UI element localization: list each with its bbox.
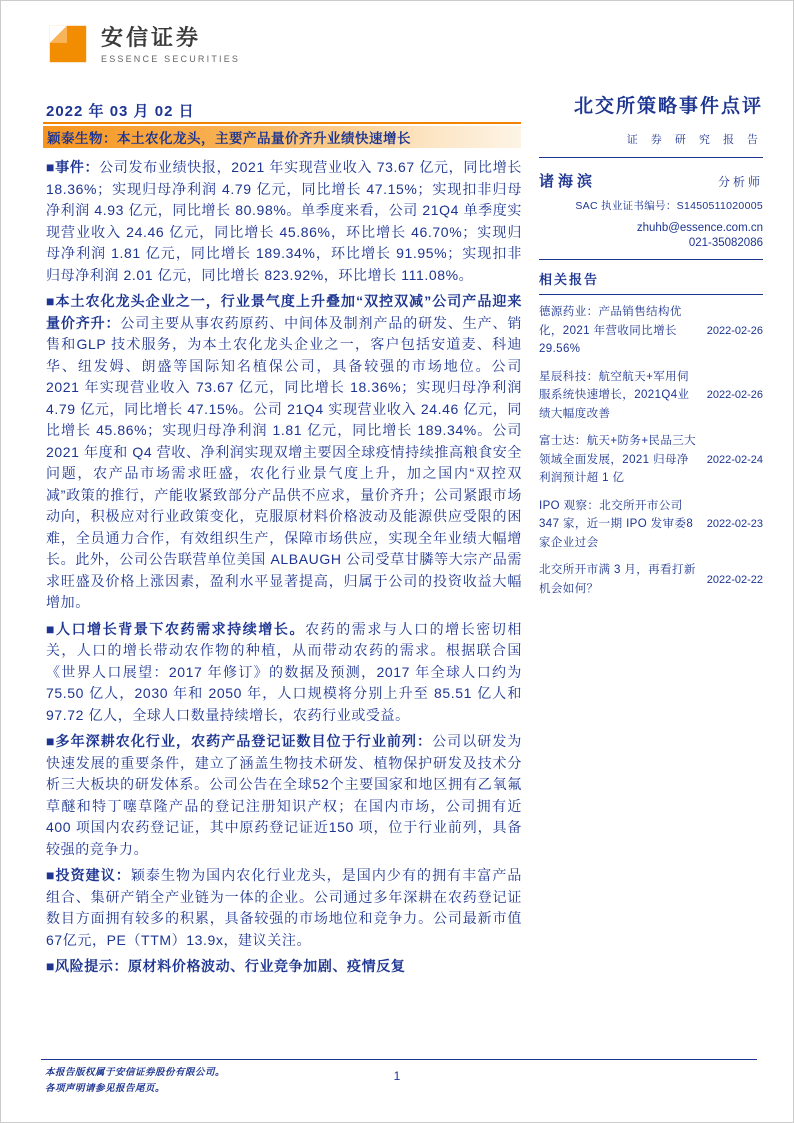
- paragraph-lead: ■人口增长背景下农药需求持续增长。: [46, 620, 306, 637]
- related-report-date: 2022-02-26: [706, 389, 763, 402]
- related-report-date: 2022-02-22: [706, 573, 763, 586]
- paragraph-lead: ■投资建议：: [46, 867, 131, 883]
- analyst-sac-number: SAC 执业证书编号：S1450511020005: [575, 200, 763, 212]
- brand-name-cn: 安信证券: [101, 24, 202, 50]
- report-date: 2022 年 03 月 02 日: [46, 103, 195, 120]
- related-report-title: 星辰科技：航空航天+军用伺服系统快速增长，2021Q4业绩大幅度改善: [539, 370, 690, 420]
- related-report-title: 富士达：航天+防务+民品三大领域全面发展，2021 归母净利润预计超 1 亿: [539, 435, 697, 484]
- paragraph-text: 公司主要从事农药原药、中间体及制剂产品的研发、生产、销售和GLP 技术服务，为本土农化龙头企业之一，客户包括安道麦、科迪华、纽发姆、朗盛等国际知名植保公司，具备较强的市场地位。公司 2021 年实现营业收入 73.67 亿元，同比增长 18.36%；实现归母净利润 4.79 亿元，同比增长 47.15%。公司 21Q4 实现营业收入 24.46 亿元，同比增长 45.86%；实现归母净利润 1.81 亿元，同比增长 189.34%。公司 2021 年度和 Q4 营收、净利润实现双增主要因全球疫情持续推高粮食安全问题，农产品市场需求旺盛，农化行业景气度上升，加之国内“双控双减”政策的推行，产能收紧致部分产品供不应求，量价齐升；公司紧跟市场动向，积极应对行业政策变化，克服原材料价格波动及能源供应受限的困难，全员通力合作，有效组织生产，保障市场供应，实现全年业绩大幅增长。此外，公司公告联营单位美国 ALBAUGH 公司受草甘膦等大宗产品需求旺盛及价格上涨因素，盈利水平显著提高，归属于公司的投资收益大幅增加。: [46, 314, 522, 610]
- paragraph-population: [46, 619, 522, 727]
- paragraph-registration: [46, 731, 522, 860]
- related-report-item: [539, 432, 763, 488]
- related-report-date: 2022-02-24: [706, 453, 763, 466]
- paragraph-lead: ■风险提示：原材料价格波动、行业竞争加剧、疫情反复: [46, 958, 406, 974]
- related-report-item: [539, 561, 763, 598]
- brand-text: [101, 25, 240, 64]
- paragraph-industry: [46, 291, 522, 614]
- footer-divider: [41, 1059, 757, 1060]
- paragraph-event: [46, 157, 522, 286]
- analyst-name: 诸海滨: [539, 174, 597, 190]
- related-report-date: 2022-02-23: [706, 518, 763, 531]
- related-report-title: 德源药业：产品销售结构优化，2021 年营收同比增长29.56%: [539, 306, 682, 355]
- divider: [539, 259, 763, 260]
- analyst-email: zhuhb@essence.com.cn: [636, 222, 763, 234]
- analyst-role: 分析师: [717, 175, 763, 189]
- related-report-item: [539, 368, 763, 424]
- paragraph-text: 农药的需求与人口的增长密切相关，人口的增长带动农作物的种植，从而带动农药的需求。根据联合国《世界人口展望：2017 年修订》的数据及预测，2017 年全球人口约为 75.50 亿人，2030 年和 2050 年，人口规模将分别上升至 85.51 亿人和 97.72 亿人，全球人口数量持续增长，农药行业或受益。: [46, 620, 523, 723]
- orange-rule: [43, 122, 521, 124]
- right-sidebar: [539, 91, 763, 607]
- footer-copyright-line1: 本报告版权属于安信证券股份有限公司。: [45, 1067, 226, 1078]
- brand-block: [45, 21, 240, 67]
- related-report-title: IPO 观察：北交所开市公司347 家，近一期 IPO 发审委8 家企业过会: [539, 499, 694, 549]
- divider: [539, 157, 763, 158]
- divider: [539, 294, 763, 295]
- brand-name-en: ESSENCE SECURITIES: [101, 53, 241, 64]
- report-body: [46, 157, 522, 983]
- related-reports-heading: 相关报告: [539, 272, 600, 287]
- report-title: 颖泰生物：本土农化龙头，主要产品量价齐升业绩快速增长: [47, 131, 411, 146]
- related-report-title: 北交所开市满 3 月，再看打新机会如何？: [539, 564, 696, 595]
- report-category-label: 证 券 研 究 报 告: [626, 134, 763, 146]
- report-type-title: 北交所策略事件点评: [573, 96, 763, 117]
- paragraph-lead: ■事件：: [46, 159, 100, 175]
- essence-logo-icon: [45, 21, 91, 67]
- related-report-item: [539, 497, 763, 553]
- paragraph-text: 公司以研发为快速发展的重要条件，建立了涵盖生物技术研发、植物保护研发及技术分析三大板块的研发体系。公司公告在全球52个主要国家和地区拥有乙氧氟草醚和特丁噻草隆产品的登记注册知识产权；在国内市场，公司拥有近400 项国内农药登记证，其中原药登记证近150 项，位于行业前列，具备较强的竞争力。: [46, 733, 522, 857]
- footer-copyright-line2: 各项声明请参见报告尾页。: [45, 1083, 166, 1094]
- related-report-item: [539, 303, 763, 359]
- analyst-phone: 021-35082086: [688, 237, 763, 249]
- paragraph-lead: ■本土农化龙头企业之一，行业景气度上升叠加“双控双减”公司产品迎来量价齐升：: [46, 293, 522, 331]
- paragraph-advice: [46, 865, 522, 951]
- paragraph-text: 公司发布业绩快报，2021 年实现营业收入 73.67 亿元，同比增长 18.36%；实现归母净利润 4.79 亿元，同比增长 47.15%；实现扣非归母净利润 4.93 亿元，同比增长 80.98%。单季度来看，公司 21Q4 单季度实现营业收入 24.46 亿元，同比增长 45.86%，环比增长 46.70%；实现归母净利润 1.81 亿元，同比增长 189.34%，环比增长 91.95%；实现扣非归母净利润 2.01 亿元，同比增长 823.92%，环比增长 111.08%。: [46, 159, 522, 283]
- analyst-row: [539, 170, 763, 191]
- paragraph-text: 颖泰生物为国内农化行业龙头，是国内少有的拥有丰富产品组合、集研产销全产业链为一体的企业。公司通过多年深耕在农药登记证数目方面拥有较多的积累，具备较强的市场地位和竞争力。公司最新市值67亿元，PE（TTM）13.9x，建议关注。: [46, 867, 522, 948]
- paragraph-risk: [46, 956, 522, 978]
- report-title-banner: [43, 126, 521, 148]
- paragraph-lead: ■多年深耕农化行业，农药产品登记证数目位于行业前列：: [46, 733, 433, 749]
- page-number: 1: [393, 1069, 401, 1083]
- related-report-date: 2022-02-26: [706, 324, 763, 337]
